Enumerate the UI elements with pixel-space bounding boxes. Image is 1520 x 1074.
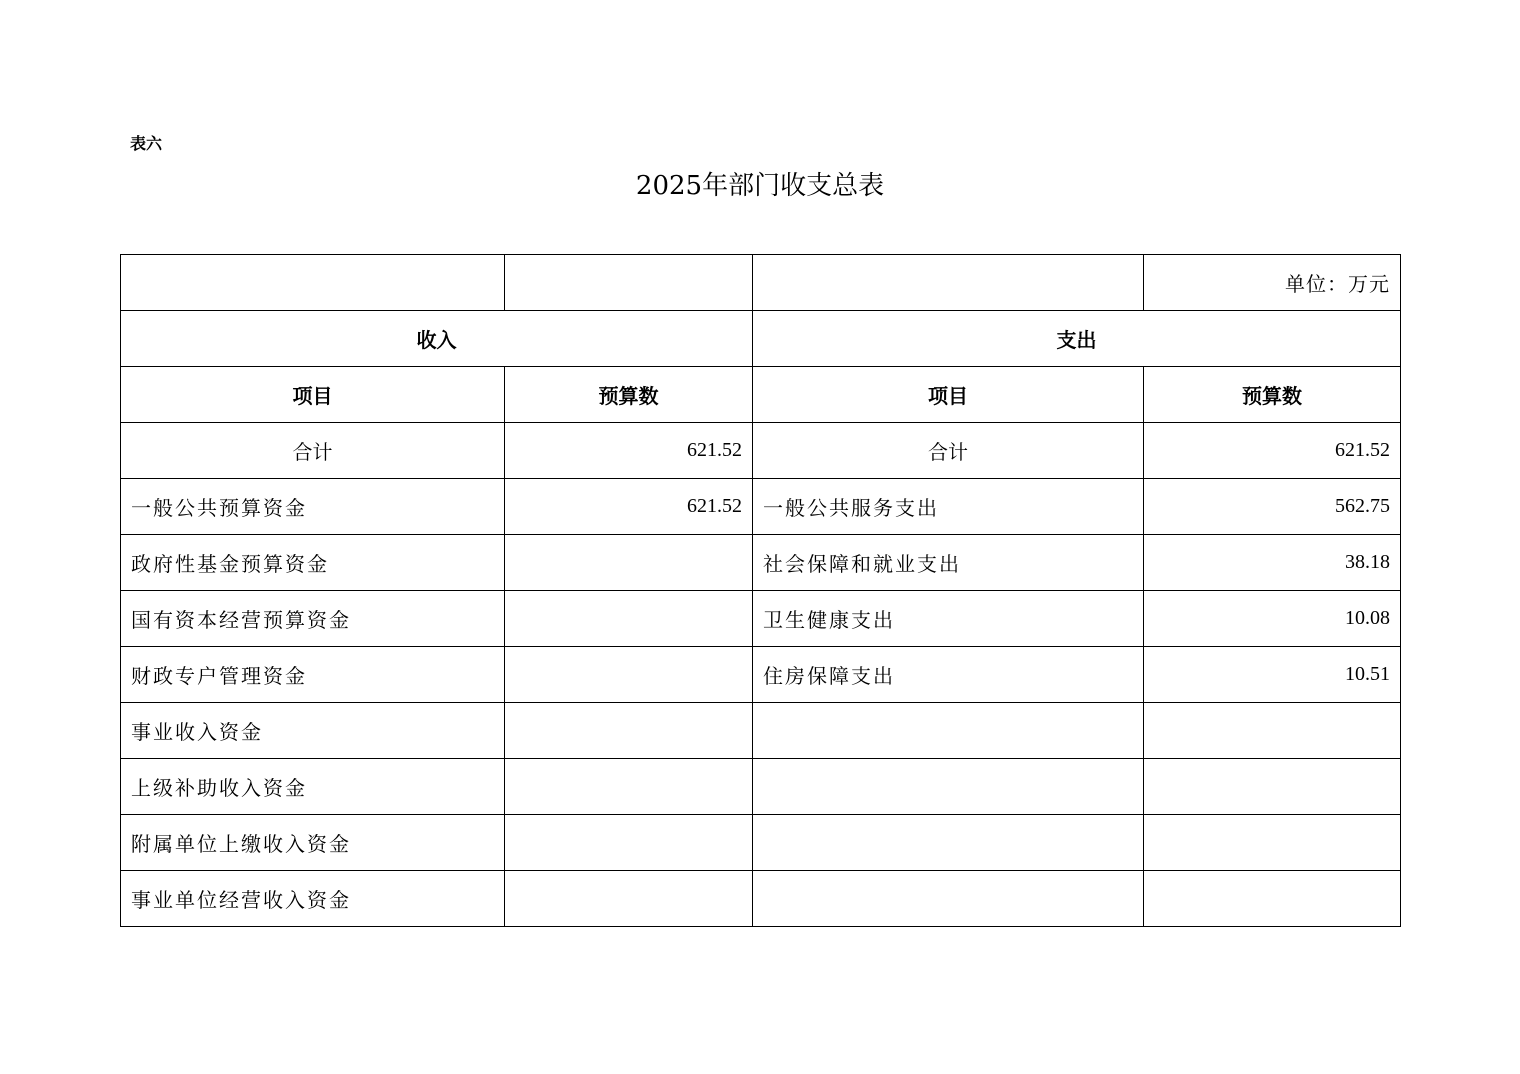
- expenditure-amount: 38.18: [1144, 535, 1401, 591]
- income-amount: [505, 535, 753, 591]
- expenditure-amount: 10.51: [1144, 647, 1401, 703]
- expenditure-total-amount: 621.52: [1144, 423, 1401, 479]
- expenditure-amount: [1144, 703, 1401, 759]
- income-amount-header: 预算数: [505, 367, 753, 423]
- expenditure-amount: [1144, 871, 1401, 927]
- table-row: [121, 479, 1401, 535]
- table-row: [121, 535, 1401, 591]
- income-section-header: 收入: [121, 311, 753, 367]
- income-item: 政府性基金预算资金: [121, 535, 505, 591]
- expenditure-section-header: 支出: [753, 311, 1401, 367]
- expenditure-item: [753, 759, 1144, 815]
- income-item: 上级补助收入资金: [121, 759, 505, 815]
- empty-cell: [121, 255, 505, 311]
- income-amount: [505, 647, 753, 703]
- expenditure-total-label: 合计: [753, 423, 1144, 479]
- table-row: [121, 815, 1401, 871]
- income-total-amount: 621.52: [505, 423, 753, 479]
- income-total-label: 合计: [121, 423, 505, 479]
- table-row: [121, 871, 1401, 927]
- income-item: 一般公共预算资金: [121, 479, 505, 535]
- table-row: [121, 759, 1401, 815]
- table-row: [121, 591, 1401, 647]
- expenditure-amount: 562.75: [1144, 479, 1401, 535]
- expenditure-item-header: 项目: [753, 367, 1144, 423]
- page-title: 2025年部门收支总表: [635, 171, 885, 201]
- income-amount: [505, 591, 753, 647]
- total-row: [121, 423, 1401, 479]
- expenditure-item: [753, 871, 1144, 927]
- empty-cell: [505, 255, 753, 311]
- expenditure-item: [753, 703, 1144, 759]
- expenditure-item: 社会保障和就业支出: [753, 535, 1144, 591]
- expenditure-item: 一般公共服务支出: [753, 479, 1144, 535]
- table-row: [121, 703, 1401, 759]
- expenditure-amount: [1144, 759, 1401, 815]
- table-number-label: 表六: [130, 134, 163, 153]
- income-item: 附属单位上缴收入资金: [121, 815, 505, 871]
- expenditure-amount-header: 预算数: [1144, 367, 1401, 423]
- income-amount: [505, 759, 753, 815]
- column-header-row: [121, 367, 1401, 423]
- budget-summary-table: [120, 254, 1401, 927]
- expenditure-amount: [1144, 815, 1401, 871]
- income-item: 事业单位经营收入资金: [121, 871, 505, 927]
- income-item-header: 项目: [121, 367, 505, 423]
- unit-label: 单位：万元: [1144, 255, 1401, 311]
- income-amount: [505, 871, 753, 927]
- expenditure-item: [753, 815, 1144, 871]
- table-row: [121, 647, 1401, 703]
- income-item: 财政专户管理资金: [121, 647, 505, 703]
- income-item: 事业收入资金: [121, 703, 505, 759]
- expenditure-item: 住房保障支出: [753, 647, 1144, 703]
- unit-row: [121, 255, 1401, 311]
- expenditure-amount: 10.08: [1144, 591, 1401, 647]
- section-header-row: [121, 311, 1401, 367]
- empty-cell: [753, 255, 1144, 311]
- expenditure-item: 卫生健康支出: [753, 591, 1144, 647]
- income-item: 国有资本经营预算资金: [121, 591, 505, 647]
- income-amount: [505, 815, 753, 871]
- income-amount: 621.52: [505, 479, 753, 535]
- income-amount: [505, 703, 753, 759]
